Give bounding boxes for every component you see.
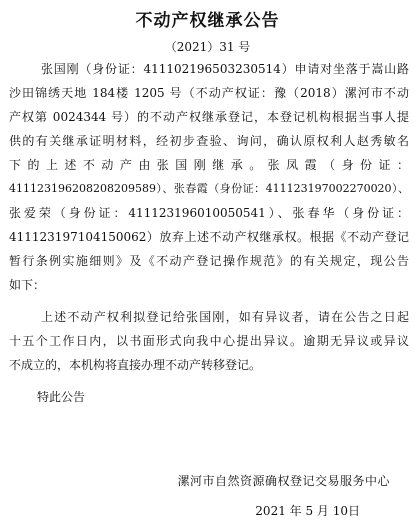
body-line: 产权第 0024344 号）的不动产权继承登记，本登记机构根据当事人提 (9, 110, 409, 124)
body-line: 张爱荣（身份证：411123196010050541）、张春华（身份证： (9, 206, 409, 220)
body-line: 沙田锦绣天地 184楼 1205 号（不动产权证：豫（2018）漯河市不动 (9, 86, 409, 100)
body-line: 张国刚（身份证：411102196503230514）申请对坐落于嵩山路 (41, 62, 409, 76)
closing-statement: 特此公告 (37, 390, 86, 404)
notice-title: 不动产权继承公告 (135, 11, 280, 31)
body-line: 下 的 上 述 不 动 产 由 张 国 刚 继 承 。 张 凤 霞 （ 身 份 证 ： (9, 158, 409, 172)
document-number: （2021）31 号 (164, 40, 251, 54)
body-line: 暂行条例实施细则》及《不动产登记操作规范》的有关规定，现公告 (9, 254, 409, 268)
body-line: 上述不动产权利拟登记给张国刚，如有异议者，请在公告之日起 (41, 310, 409, 324)
issue-date: 2021 年 5 月 10日 (255, 504, 360, 518)
body-line: 411123197104150062）放弃上述不动产权继承权。根据《不动产登记 (9, 230, 409, 244)
body-line: 411123196208208209589）、张春霞（身份证：411123197002270020）、 (9, 182, 409, 195)
body-line: 不成立的，本机构将直接办理不动产转移登记。 (9, 358, 262, 372)
body-line: 供的有关继承证明材料，经初步查验、询问，确认原权利人赵秀敏名 (9, 134, 409, 148)
issuing-agency: 漯河市自然资源确权登记交易服务中心 (177, 474, 390, 488)
body-line: 十五个工作日内，以书面形式向我中心提出异议。逾期无异议或异议 (9, 334, 409, 348)
body-line: 如下： (9, 278, 46, 292)
